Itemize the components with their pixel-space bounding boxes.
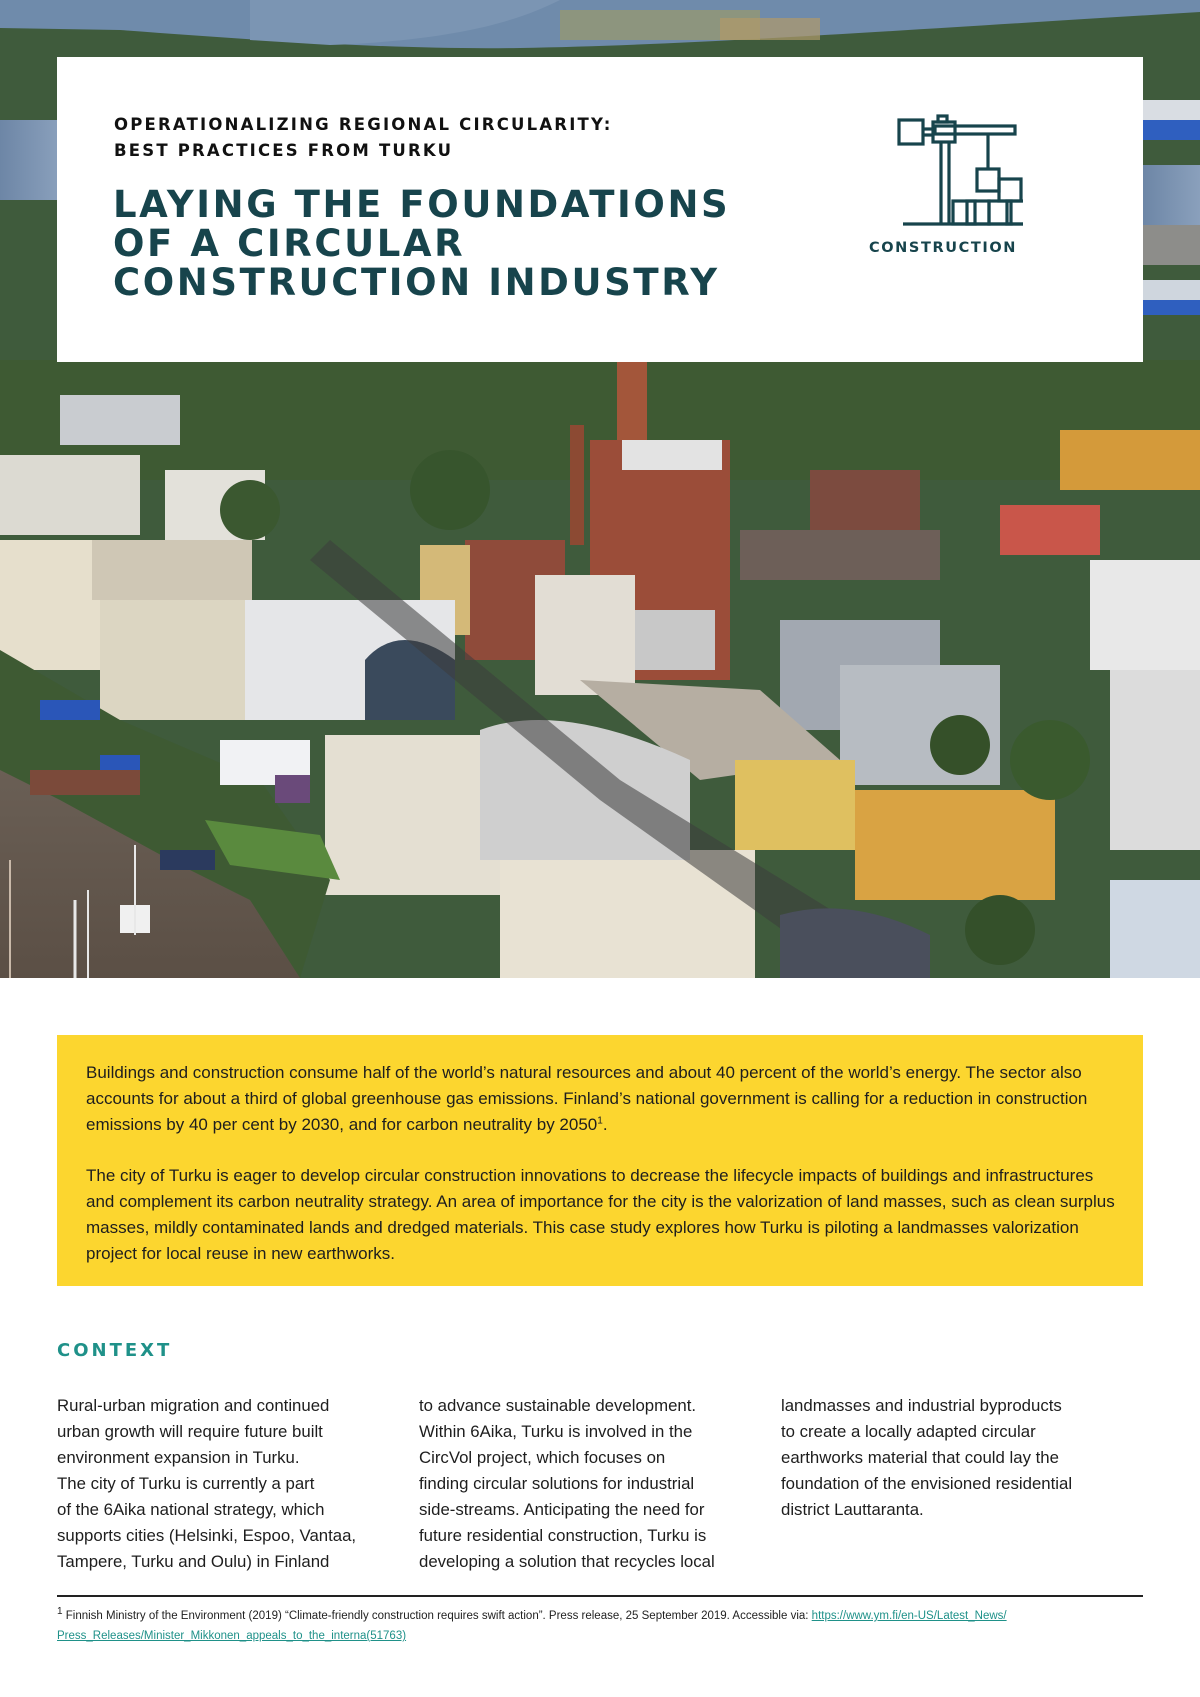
text-line: to create a locally adapted circular bbox=[781, 1422, 1036, 1441]
headline-line-1: LAYING THE FOUNDATIONS bbox=[113, 183, 731, 226]
section-heading-context: CONTEXT bbox=[57, 1340, 173, 1361]
intro-paragraph-2: The city of Turku is eager to develop circular construction innovations to decrease the lifecycle impacts of buildings and infrastructures and complement its carbon neutrality strategy. An area of importance for the city is the valorization of land masses, such as clean surplus masses, mildly contaminated lands and dredged materials. This case study explores how Turku is piloting a landmasses valorization project for local reuse in new earthworks. bbox=[86, 1166, 1115, 1263]
category-badge bbox=[863, 112, 1023, 256]
text-line: urban growth will require future built bbox=[57, 1422, 323, 1441]
text-line: finding circular solutions for industrial bbox=[419, 1474, 695, 1493]
category-label: CONSTRUCTION bbox=[869, 240, 1017, 256]
text-line: developing a solution that recycles local bbox=[419, 1552, 715, 1571]
title-card bbox=[57, 57, 1143, 362]
text-line: Within 6Aika, Turku is involved in the bbox=[419, 1422, 693, 1441]
text-line: Tampere, Turku and Oulu) in Finland bbox=[57, 1552, 330, 1571]
text-line: future residential construction, Turku is bbox=[419, 1526, 707, 1545]
intro-paragraph-1 bbox=[86, 1060, 1115, 1138]
text-line: earthworks material that could lay the bbox=[781, 1448, 1059, 1467]
text-line: district Lauttaranta. bbox=[781, 1500, 924, 1519]
construction-crane-icon bbox=[863, 112, 1023, 232]
headline-line-3: CONSTRUCTION INDUSTRY bbox=[113, 261, 720, 304]
text-line: supports cities (Helsinki, Espoo, Vantaa, bbox=[57, 1526, 357, 1545]
context-columns bbox=[57, 1393, 1143, 1575]
footnote-divider bbox=[57, 1595, 1143, 1597]
context-column-3 bbox=[781, 1393, 1143, 1575]
text-line: of the 6Aika national strategy, which bbox=[57, 1500, 325, 1519]
text-line: side-streams. Anticipating the need for bbox=[419, 1500, 705, 1519]
footnote-link-line-2[interactable]: Press_Releases/Minister_Mikkonen_appeals_to_the_interna(51763) bbox=[57, 1630, 407, 1642]
kicker-line-1: OPERATIONALIZING REGIONAL CIRCULARITY: bbox=[114, 115, 613, 134]
headline-line-2: OF A CIRCULAR bbox=[113, 222, 466, 265]
intro-highlight-box bbox=[57, 1035, 1143, 1286]
text-line: Rural-urban migration and continued bbox=[57, 1396, 330, 1415]
footnote-marker: 1 bbox=[57, 1606, 63, 1618]
page-title bbox=[113, 185, 730, 302]
text-line: The city of Turku is currently a part bbox=[57, 1474, 315, 1493]
text-line: environment expansion in Turku. bbox=[57, 1448, 300, 1467]
text-line: landmasses and industrial byproducts bbox=[781, 1396, 1062, 1415]
text-line: to advance sustainable development. bbox=[419, 1396, 697, 1415]
context-column-2 bbox=[419, 1393, 781, 1575]
footnote-link-line-1[interactable]: https://www.ym.fi/en-US/Latest_News/ bbox=[811, 1610, 1007, 1622]
footnote-reference[interactable]: 1 bbox=[597, 1115, 603, 1127]
context-column-1 bbox=[57, 1393, 419, 1575]
intro-paragraph-1-end: . bbox=[602, 1115, 608, 1134]
intro-paragraph-1-text: Buildings and construction consume half of the world’s natural resources and about 40 percent of the world’s energy. The sector also accounts for about a third of global greenhouse gas emissions. Finland’s national government is calling for a reduction in construction emissions by 40 per cent by 2030, and for carbon neutrality by 2050 bbox=[86, 1063, 1088, 1134]
kicker-line-2: BEST PRACTICES FROM TURKU bbox=[114, 141, 454, 160]
series-kicker bbox=[114, 112, 613, 164]
footnote-text: Finnish Ministry of the Environment (2019) “Climate-friendly construction requires swift action”. Press release, 25 September 2019. Accessible via: bbox=[62, 1610, 812, 1622]
text-line: CircVol project, which focuses on bbox=[419, 1448, 666, 1467]
text-line: foundation of the envisioned residential bbox=[781, 1474, 1073, 1493]
footnote bbox=[57, 1606, 1143, 1646]
